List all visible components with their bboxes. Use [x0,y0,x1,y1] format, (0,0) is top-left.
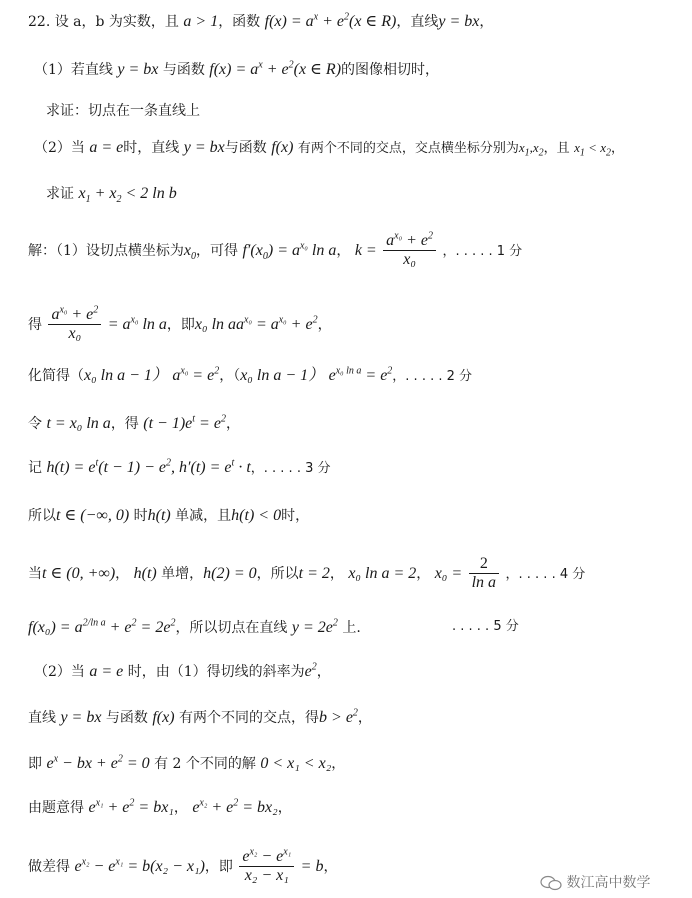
solution-text: 所以 [28,508,56,524]
math: h(t) [147,507,171,524]
solution-text: ， [115,565,130,582]
solution-line-13 [28,848,337,886]
math: h(t) [133,564,157,582]
math: $f(x) = a^x + e^2(x$ ∈ R) [209,59,342,78]
problem-text: 求证 [46,186,74,202]
solution-text: ， [323,858,338,875]
solution-text: 单增， [161,565,204,582]
math: $y = 2e^2$ [291,617,338,636]
score-mark: ，. . . . . 2 分 [392,369,473,384]
score-mark: ，. . . . . 1 分 [442,243,523,259]
math: $e^{x_2} + e^2 = bx_2$ [192,797,278,816]
score-mark: ，. . . . . 3 分 [250,461,331,476]
problem-text: ，函数 [218,14,261,30]
solution-line-5 [28,457,331,476]
solution-text: ， [329,565,344,582]
fraction: $\frac{a^{x_0} + e^2}{\text{x₀}}$ [383,232,436,270]
math: f(x) [152,709,175,726]
math: $a^{x_0} = e^2$ [172,365,220,384]
solution-text: ，即 [204,858,233,875]
solution-text: ， [357,710,372,726]
math: = b [300,857,324,875]
problem-text: ，直线 [396,14,439,30]
solution-text: 时，由（1）得切线的斜率为 [127,664,305,680]
problem-line-5 [46,185,177,206]
solution-text: ，所以切点在直线 [175,620,288,636]
solution-text: 由题意得 [28,800,84,816]
solution-line-10 [28,707,372,726]
chat-bubble-icon [540,875,562,891]
solution-text: ，即 [166,316,195,333]
solution-line-3 [28,365,473,384]
math: a > 1 [183,13,219,30]
math: $x_1 + x_2 < 2$ ln b [78,185,177,206]
math: t ∈ (−∞, 0) [56,507,130,524]
solution-text: ，得 [110,416,139,432]
solution-text: 令 [28,416,42,432]
problem-line-2 [34,59,440,78]
part-label: （2） [34,140,71,156]
solution-text: ，所以 [256,565,299,582]
math: t ∈ (0, +∞) [42,564,116,582]
problem-text: 当 [70,140,85,156]
problem-text: ，且 [543,141,570,156]
solution-line-6 [28,508,309,524]
solution-text: ， [336,242,351,259]
problem-text: 与函数 [224,140,267,156]
solution-line-11 [28,753,346,772]
solution-text: （2）当 [34,664,85,680]
math: $e^{x_2} - e^{x_1} = b(x_2 - x_1)$ [74,856,205,875]
score-mark: . . . . . 5 分 [452,619,519,634]
watermark-text: 数江高中数学 [566,875,651,891]
math: $x_1 < x_2$ [574,140,611,159]
math: h(2) = 0 [203,564,257,582]
solution-line-1 [28,232,522,270]
solution-text: 时， [281,508,310,524]
math: $f'(x_0) = a^{x_0}$ ln a [242,240,337,263]
solution-text: 时 [133,508,148,524]
solution-text: 得 [28,316,42,333]
solution-text: ， [225,416,240,432]
math: $x_1,x_2$ [518,140,544,159]
problem-text: 有两个不同的交点，交点横坐标分别为 [297,141,519,156]
math: y = bx [117,61,159,78]
problem-text: ， [479,14,494,30]
solution-text: 直线 [28,710,56,726]
solution-text: ， [331,756,346,772]
math: k = [354,241,377,259]
solution-text: ， [416,565,431,582]
solution-line-7 [28,555,585,593]
solution-text: 当 [28,565,42,582]
solution-line-9 [34,661,331,680]
problem-line-1 [28,11,494,30]
problem-text: 时，直线 [123,140,180,156]
solution-text: 有两个不同的交点，得 [179,710,320,726]
solution-text: 单减，且 [175,508,232,524]
math: f(x) [271,139,294,156]
math: x₀ ln a = 2 [348,564,417,582]
problem-text: 求证：切点在一条直线上 [46,103,200,119]
solution-text: 做差得 [28,858,70,875]
math: h(t) < 0 [231,507,282,524]
solution-line-8 [28,617,519,636]
math: x₀ = [434,564,463,582]
solution-text: 有 2 个不同的解 [154,756,256,772]
solution-text: ， [277,800,292,816]
math: $f(x) = a^x + e^2(x$ ∈ R) [264,11,397,30]
math: $e^2$ [304,661,317,680]
math: y = bx [183,139,225,156]
solution-text: 记 [28,460,42,476]
solution-line-2 [28,306,332,344]
solution-text: 上. [342,620,361,636]
math: t = x₀ ln a [46,415,111,432]
math: $e^x$ − bx + $e^2 = 0$ [46,753,150,772]
math: $(t - 1)e^t = e^2$ [143,413,226,432]
watermark [540,872,650,892]
problem-text: 设 a，b 为实数，且 [54,14,179,30]
part-label: （1） [34,62,71,78]
math: y = bx [438,13,480,30]
math: $e^{x_0 ln a} = e^2$ [328,365,393,384]
problem-line-4 [34,139,624,159]
math: a = e [89,663,124,680]
solution-text: ， [173,800,188,816]
problem-text: ， [610,141,624,156]
math: x₀ $\ln aa^{x_0} = a^{x_0} + e^2$ [194,314,318,333]
math: t = 2 [298,564,330,582]
math: $e^{x_1} + e^2 = bx_1$ [88,797,174,816]
solution-line-12 [28,797,292,816]
score-mark: ，. . . . . 4 分 [505,566,586,582]
math: $b > e^2$ [319,707,358,726]
problem-number: 22. [28,14,51,30]
math: $x_0$ [183,241,197,263]
fraction: $\frac{2}{\text{ln a}}$ [469,555,499,593]
problem-text: 与函数 [162,62,205,78]
solution-text: 即 [28,756,42,772]
fraction: $\frac{a^{x_0} + e^2}{\text{x₀}}$ [48,306,101,344]
solution-text: ， [317,316,332,333]
solution-line-4 [28,413,240,432]
math: 0 < x₁ < x₂ [260,755,332,772]
solution-text: ， [316,664,331,680]
math: $h(t) = e^t(t - 1) - e^2$, $h'(t) = e^t \cdot t$ [46,457,251,476]
problem-text: 的图像相切时， [341,62,440,78]
math: $f(x_0) = a^{2/ln a} + e^2 = 2e^2$ [28,617,176,636]
solution-text: 与函数 [105,710,148,726]
fraction: $\frac{e^{x_2} - e^{x_1}}{\text{x₂ − x₁}}$ [239,848,294,886]
math: x₀ ln a − 1） [240,367,325,384]
math: a = e [89,139,124,156]
solution-text: 化简得（ [28,368,84,384]
math: x₀ ln a − 1） [84,367,168,384]
problem-text: 若直线 [70,62,113,78]
solution-text: ，（ [219,368,241,384]
math: y = bx [60,709,102,726]
math: = $a^{x_0}$ ln a [107,314,167,333]
solution-text: ，可得 [196,242,239,259]
solution-text: 解：（1）设切点横坐标为 [28,242,184,259]
problem-line-3 [46,104,200,118]
